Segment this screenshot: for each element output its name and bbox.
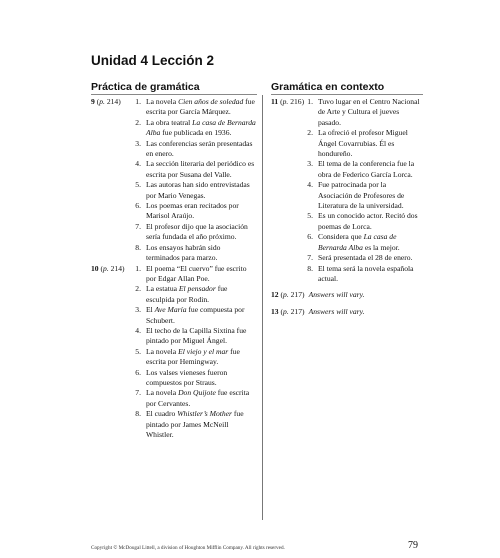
exercise-label [271, 97, 304, 107]
item-text: Será presentada el 28 de enero. [318, 253, 413, 263]
item-text: Los valses vieneses fueron compuestos por Straus. [146, 367, 228, 387]
answer-item [91, 347, 256, 368]
item-text: Considera que La casa de Bernarda Alba es la mejor. [318, 232, 400, 252]
single-answer [271, 307, 421, 317]
page-ref-p: p. [99, 97, 105, 106]
item-text: La estatua El pensador fue esculpida por Rodin. [146, 284, 228, 304]
answer-item [91, 243, 256, 264]
item-number: 2. [307, 128, 313, 138]
single-answer [271, 290, 421, 300]
answer-item [91, 305, 256, 326]
item-number: 6. [135, 201, 141, 211]
item-number: 1. [307, 97, 313, 106]
answer-item [91, 388, 256, 409]
item-number: 5. [135, 180, 141, 190]
page-ref-p: p. [283, 290, 289, 300]
answer-item [271, 180, 421, 211]
item-number: 1. [135, 97, 141, 106]
exercise-page-ref: (p. 217) [280, 290, 305, 300]
exercise-block [91, 264, 256, 441]
item-number: 7. [135, 221, 141, 231]
answer-item [91, 284, 256, 305]
exercise-block [271, 97, 421, 284]
item-text: El poema “El cuervo” fue escrito por Edgar Allan Poe. [146, 263, 247, 283]
right-section-heading: Gramática en contexto [271, 81, 385, 93]
answer-item [91, 201, 256, 222]
item-number: 3. [135, 138, 141, 148]
page-ref-p: p. [283, 306, 289, 316]
item-text: El profesor dijo que la asociación sería fundada el año próximo. [146, 221, 248, 242]
answer-text: Answers will vary. [308, 290, 365, 300]
answer-item [91, 180, 256, 201]
item-number: 7. [307, 253, 313, 263]
left-section-heading: Práctica de gramática [91, 81, 200, 93]
item-text: El techo de la Capilla Sixtina fue pintado por Miguel Ángel. [146, 325, 247, 346]
item-text: La novela Cien años de soledad fue escrita por García Márquez. [146, 97, 255, 117]
item-number: 5. [135, 346, 141, 356]
left-column [91, 97, 256, 440]
item-text: Los ensayos habrán sido terminados para marzo. [146, 242, 221, 263]
item-text: La sección literaria del periódico es escrita por Susana del Valle. [146, 159, 255, 179]
answer-item [91, 409, 256, 440]
answer-item [271, 232, 421, 253]
answer-text: Answers will vary. [308, 306, 365, 316]
page-number: 79 [408, 540, 418, 551]
answer-item [271, 211, 421, 232]
answer-item [271, 253, 421, 263]
answer-item [271, 159, 421, 180]
left-heading-rule [91, 94, 257, 95]
exercise-number: 9 [91, 97, 97, 106]
exercise-number: 13 [271, 306, 281, 316]
exercise-page-ref: (p. 216) [280, 97, 305, 106]
item-text: Las autoras han sido entrevistadas por Mario Venegas. [146, 180, 250, 200]
exercise-label [91, 264, 125, 274]
exercise-number: 12 [271, 290, 281, 300]
item-text: Es un conocido actor. Recitó dos poemas de Lorca. [318, 211, 418, 231]
exercise-page-ref: (p. 217) [280, 306, 305, 316]
exercise-label [91, 97, 121, 107]
item-text: Fue patrocinada por la Asociación de Profesores de Literatura de la universidad. [318, 180, 405, 211]
item-text: La ofreció el profesor Miguel Ángel Covarrubias. Él es hondureño. [318, 128, 408, 159]
answer-item [91, 118, 256, 139]
item-number: 6. [307, 232, 313, 242]
right-column [271, 97, 421, 317]
item-text: Tuvo lugar en el Centro Nacional de Arte y Cultura el jueves pasado. [318, 97, 420, 127]
item-number: 8. [307, 263, 313, 273]
item-number: 3. [135, 305, 141, 315]
item-number: 4. [135, 325, 141, 335]
right-heading-rule [271, 94, 423, 95]
item-text: El Ave María fue compuesta por Schubert. [146, 305, 245, 325]
item-number: 2. [135, 284, 141, 294]
answer-item [91, 159, 256, 180]
page-ref-p: p. [103, 263, 109, 273]
item-text: La novela Don Quijote fue escrita por Cervantes. [146, 388, 250, 408]
item-number: 1. [135, 263, 141, 273]
answer-item [91, 368, 256, 389]
item-text: Las conferencias serán presentadas en enero. [146, 138, 253, 159]
item-number: 4. [307, 180, 313, 190]
item-text: El cuadro Whistler’s Mother fue pintado por James McNeill Whistler. [146, 409, 244, 439]
item-number: 8. [135, 242, 141, 252]
item-text: El tema será la novela española actual. [318, 263, 414, 283]
answer-item [271, 128, 421, 159]
copyright-footer: Copyright © McDougal Littell, a division of Houghton Mifflin Company. All rights reserved. [91, 545, 285, 551]
item-number: 6. [135, 367, 141, 377]
exercise-block [91, 97, 256, 264]
item-number: 7. [135, 388, 141, 398]
item-number: 8. [135, 409, 141, 419]
exercise-number: 11 [271, 97, 281, 106]
exercise-number: 10 [91, 263, 101, 273]
item-text: La obra teatral La casa de Bernarda Alba fue publicada en 1936. [146, 117, 256, 138]
item-number: 3. [307, 159, 313, 169]
column-divider [262, 95, 263, 520]
page-ref-p: p. [282, 97, 289, 106]
item-number: 2. [135, 117, 141, 127]
item-text: El tema de la conferencia fue la obra de Federico García Lorca. [318, 159, 415, 179]
item-number: 4. [135, 159, 141, 169]
page-title: Unidad 4 Lección 2 [91, 53, 215, 68]
answer-item [91, 222, 256, 243]
item-text: La novela El viejo y el mar fue escrita por Hemingway. [146, 346, 240, 367]
answer-item [271, 264, 421, 285]
exercise-page-ref: (p. 214) [96, 97, 121, 106]
answer-item [91, 139, 256, 160]
answer-item [91, 326, 256, 347]
item-text: Los poemas eran recitados por Marisol Araújo. [146, 201, 239, 221]
item-number: 5. [307, 211, 313, 221]
exercise-page-ref: (p. 214) [100, 263, 125, 273]
